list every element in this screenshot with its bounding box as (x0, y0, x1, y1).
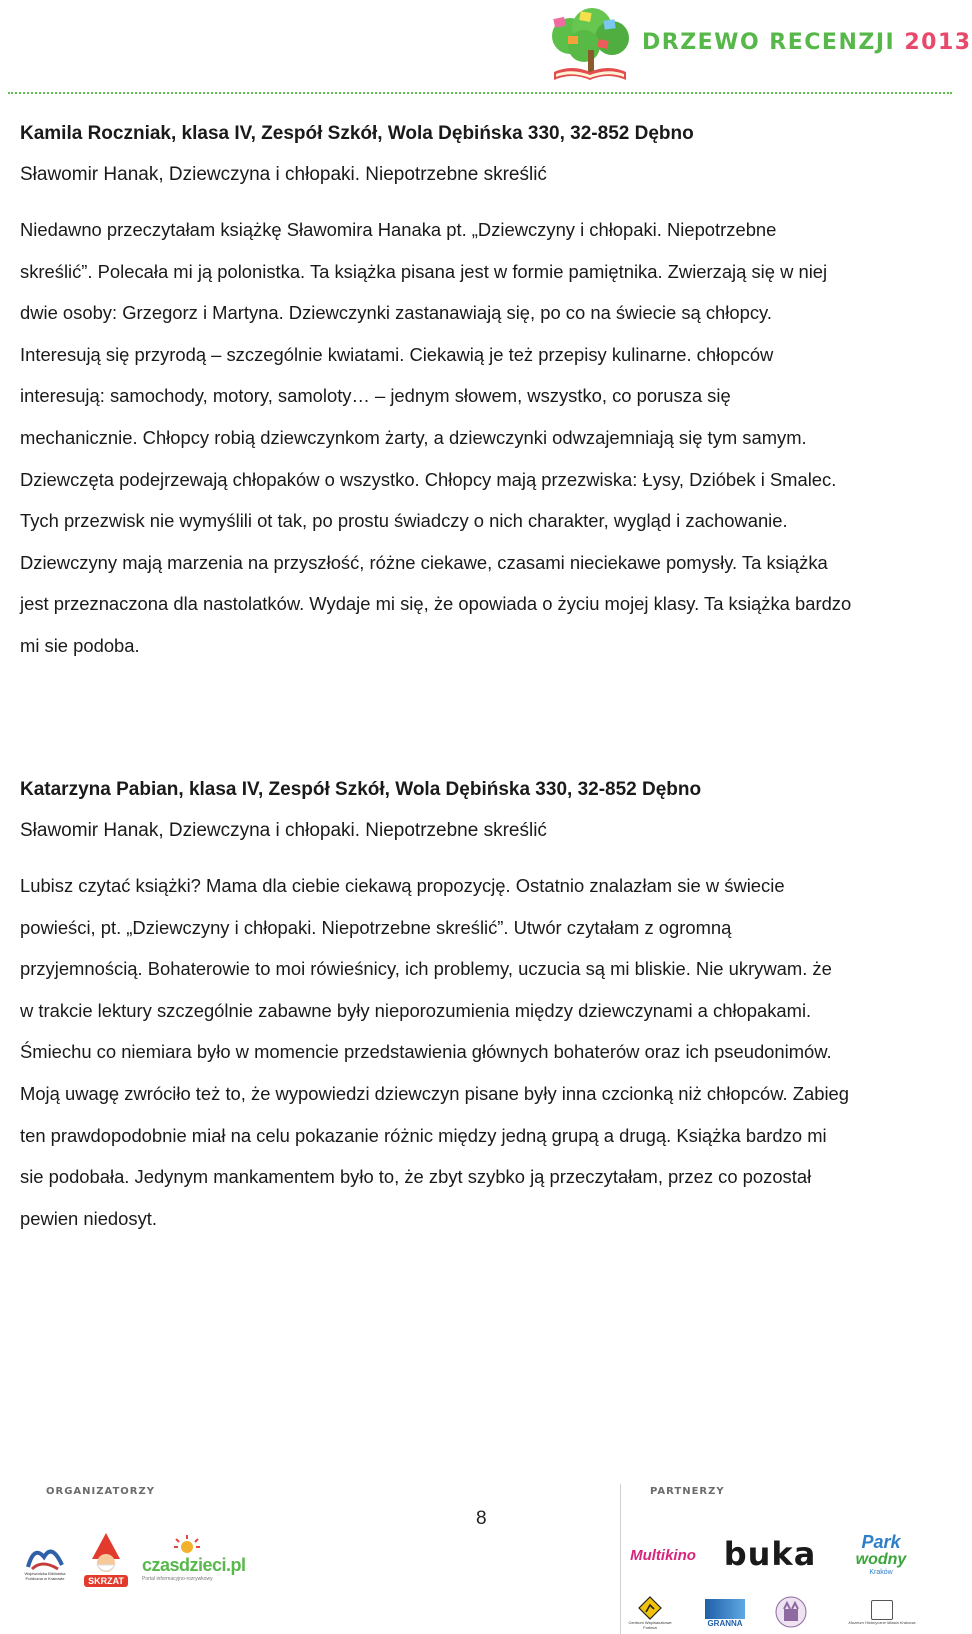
castle-icon (766, 1592, 816, 1632)
review-line: Dziewczęta podejrzewają chłopaków o wszystko. Chłopcy mają przezwiska: Łysy, Dzióbek i Smalec. (20, 468, 837, 490)
park-wodny-city: Kraków (869, 1568, 893, 1576)
sun-icon (172, 1535, 202, 1555)
review-line: powieści, pt. „Dziewczyny i chłopaki. Niepotrzebne skreślić”. Utwór czytałam z ogromną (20, 916, 732, 938)
library-logo (20, 1530, 70, 1592)
page-footer (0, 1472, 960, 1634)
brand-name: DRZEWO RECENZJI (642, 30, 896, 55)
review-line: mi sie podoba. (20, 634, 140, 656)
review-line: Tych przezwisk nie wymyślili ot tak, po prostu świadczy o nich charakter, wygląd i zachowanie. (20, 510, 788, 532)
climber-icon (638, 1596, 662, 1620)
review-line: interesują: samochody, motory, samoloty… – jednym słowem, wszystko, co porusza się (20, 385, 731, 407)
multikino-logo-text: Multikino (630, 1546, 696, 1564)
czasdzieci-logo-text: czasdzieci.pl (142, 1554, 246, 1575)
partners-label: PARTNERZY (650, 1486, 725, 1497)
review-katarzyna-pabian (20, 776, 950, 1239)
brand-year: 2013 (904, 30, 972, 55)
library-logo-icon (24, 1541, 66, 1571)
review-line: Dziewczyny mają marzenia na przyszłość, różne ciekawe, czasami nieciekawe pomysły. Ta książka (20, 551, 828, 573)
review-line: jest przeznaczona dla nastolatków. Wydaje mi się, że opowiada o życiu mojej klasy. Ta książka bardzo (20, 593, 852, 615)
park-wodny-line2: wodny (855, 1550, 907, 1568)
brand-title (642, 30, 972, 55)
review-author: Kamila Roczniak, klasa IV, Zespół Szkół, Wola Dębińska 330, 32-852 Dębno (20, 123, 694, 144)
review-line: Moją uwagę zwróciło też to, że wypowiedzi dziewczyn pisane były inna czcionką niż chłopców. Zabieg (20, 1082, 850, 1104)
muzeum-historyczne-logo (832, 1594, 932, 1632)
czasdzieci-tagline: Portal informacyjno-rozrywkowy (142, 1575, 213, 1582)
header-dotted-divider (8, 92, 952, 94)
centrum-wspinaczkowe-logo (622, 1594, 678, 1632)
review-line: sie podobała. Jedynym mankamentem było to, że zbyt szybko ją przeczytałam, przez co pozostał (20, 1166, 812, 1188)
review-book-title: Sławomir Hanak, Dziewczyna i chłopaki. Niepotrzebne skreślić (20, 820, 547, 841)
page-header (0, 0, 972, 96)
library-logo-text: Wojewódzka Biblioteka Publiczna w Krakowie (24, 1571, 66, 1581)
organizers-label: ORGANIZATORZY (46, 1486, 155, 1497)
review-line: mechanicznie. Chłopcy robią dziewczynkom żarty, a dziewczynki odwzajemniają się tym samym. (20, 426, 807, 448)
review-kamila-roczniak (20, 120, 950, 667)
centrum-wspinaczkowe-text: Centrum Wspinaczkowe Forteca (628, 1620, 672, 1630)
skrzat-logo-text: SKRZAT (84, 1575, 128, 1587)
book-tree-logo-icon (540, 6, 640, 88)
granna-logo (692, 1594, 758, 1632)
review-line: w trakcie lektury szczególnie zabawne były nieporozumienia między dziewczynami a chłopakami. (20, 999, 812, 1021)
castle-logo-icon (774, 1595, 808, 1629)
review-line: dwie osoby: Grzegorz i Martyna. Dziewczynki zastanawiają się, po co na świecie są chłopcy. (20, 302, 772, 324)
park-wodny-line1: Park (861, 1531, 901, 1552)
review-line: Śmiechu co niemiara było w momencie przedstawienia głównych bohaterów oraz ich pseudonimów. (20, 1041, 832, 1063)
granna-logo-mark (705, 1599, 745, 1619)
review-body (20, 209, 950, 667)
review-line: Niedawno przeczytałam książkę Sławomira Hanaka pt. „Dziewczyny i chłopaki. Niepotrzebne (20, 219, 777, 240)
buka-logo-text: buka (723, 1535, 817, 1573)
muzeum-logo-text: Muzeum Historyczne Miasta Krakowa (848, 1620, 916, 1625)
czasdzieci-logo (142, 1530, 248, 1586)
review-line: Lubisz czytać książki? Mama dla ciebie ciekawą propozycję. Ostatnio znalazłam sie w świecie (20, 875, 785, 896)
multikino-logo (624, 1542, 702, 1568)
review-line: ten prawdopodobnie miał na celu pokazanie różnic między jedną grupą a drugą. Książka bardzo mi (20, 1124, 827, 1146)
gnome-icon (86, 1531, 126, 1575)
review-line: Interesują się przyrodą – szczególnie kwiatami. Ciekawią je też przepisy kulinarne. chłopców (20, 343, 774, 365)
review-book-title: Sławomir Hanak, Dziewczyna i chłopaki. Niepotrzebne skreślić (20, 164, 547, 185)
review-line: przyjemnością. Bohaterowie to moi rówieśnicy, ich problemy, uczucia są mi bliskie. Nie ukrywam. że (20, 958, 832, 980)
review-author: Katarzyna Pabian, klasa IV, Zespół Szkół, Wola Dębińska 330, 32-852 Dębno (20, 779, 702, 800)
footer-separator (620, 1484, 621, 1634)
page-number: 8 (476, 1508, 487, 1529)
granna-logo-text: GRANNA (707, 1618, 743, 1628)
review-body (20, 865, 950, 1239)
park-wodny-logo (838, 1520, 924, 1590)
review-line: pewien niedosyt. (20, 1207, 157, 1229)
review-line: skreślić”. Polecała mi ją polonistka. Ta książka pisana jest w formie pamiętnika. Zwierzają się w niej (20, 260, 828, 282)
skrzat-logo (82, 1526, 130, 1592)
buka-logo (720, 1534, 820, 1574)
muzeum-logo-mark (871, 1600, 893, 1620)
